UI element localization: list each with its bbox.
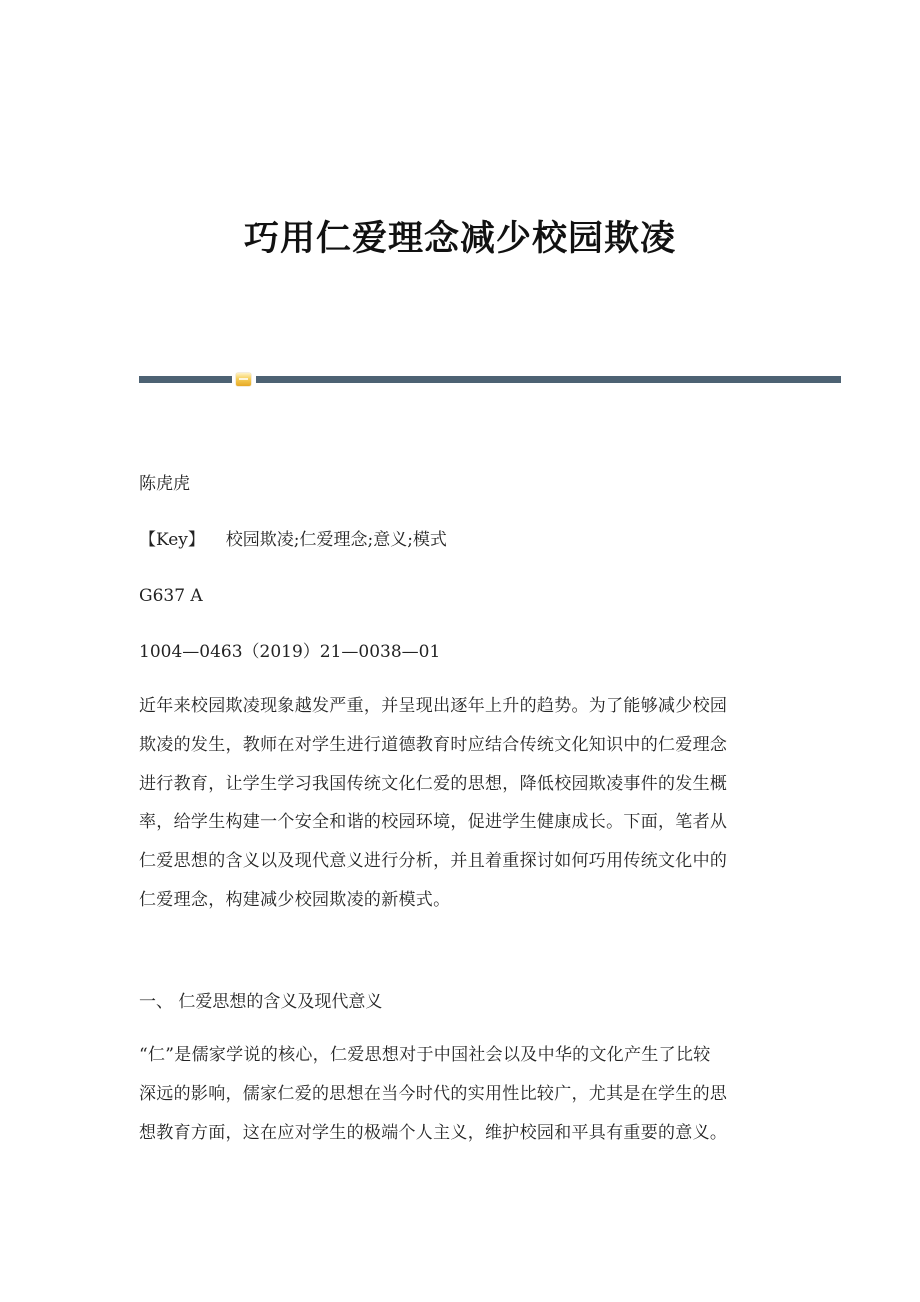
paragraph-section1	[139, 1036, 779, 1152]
paragraph-line: 进行教育，让学生学习我国传统文化仁爱的思想，降低校园欺凌事件的发生概	[139, 773, 728, 794]
paragraph-line: 想教育方面，这在应对学生的极端个人主义，维护校园和平具有重要的意义。	[139, 1122, 728, 1143]
issn-line: 1004—0463（2019）21—0038—01	[139, 642, 441, 662]
keywords-value: 校园欺凌;仁爱理念;意义;模式	[225, 530, 447, 550]
divider-marker-icon	[236, 373, 251, 386]
classification-code: G637 A	[139, 586, 203, 606]
divider-bar-right	[256, 376, 841, 383]
keywords-label: 【Key】	[139, 530, 205, 550]
paragraph-line: “仁”是儒家学说的核心，仁爱思想对于中国社会以及中华的文化产生了比较	[139, 1045, 711, 1065]
paragraph-line: 仁爱思想的含义以及现代意义进行分析，并且着重探讨如何巧用传统文化中的	[139, 851, 728, 872]
divider-bar-left	[139, 376, 232, 383]
paragraph-line: 率，给学生构建一个安全和谐的校园环境，促进学生健康成长。下面，笔者从	[139, 812, 728, 833]
paragraph-intro	[139, 687, 779, 920]
author-name: 陈虎虎	[139, 474, 190, 494]
keywords-line	[139, 526, 447, 554]
paragraph-line: 仁爱理念，构建减少校园欺凌的新模式。	[139, 889, 451, 910]
paragraph-line: 深远的影响，儒家仁爱的思想在当今时代的实用性比较广，尤其是在学生的思	[139, 1083, 728, 1104]
title-divider	[139, 373, 841, 386]
section-heading: 一、 仁爱思想的含义及现代意义	[139, 992, 383, 1012]
document-title: 巧用仁爱理念减少校园欺凌	[243, 218, 676, 259]
paragraph-line: 欺凌的发生，教师在对学生进行道德教育时应结合传统文化知识中的仁爱理念	[139, 734, 728, 755]
paragraph-line: 近年来校园欺凌现象越发严重，并呈现出逐年上升的趋势。为了能够减少校园	[139, 696, 728, 716]
